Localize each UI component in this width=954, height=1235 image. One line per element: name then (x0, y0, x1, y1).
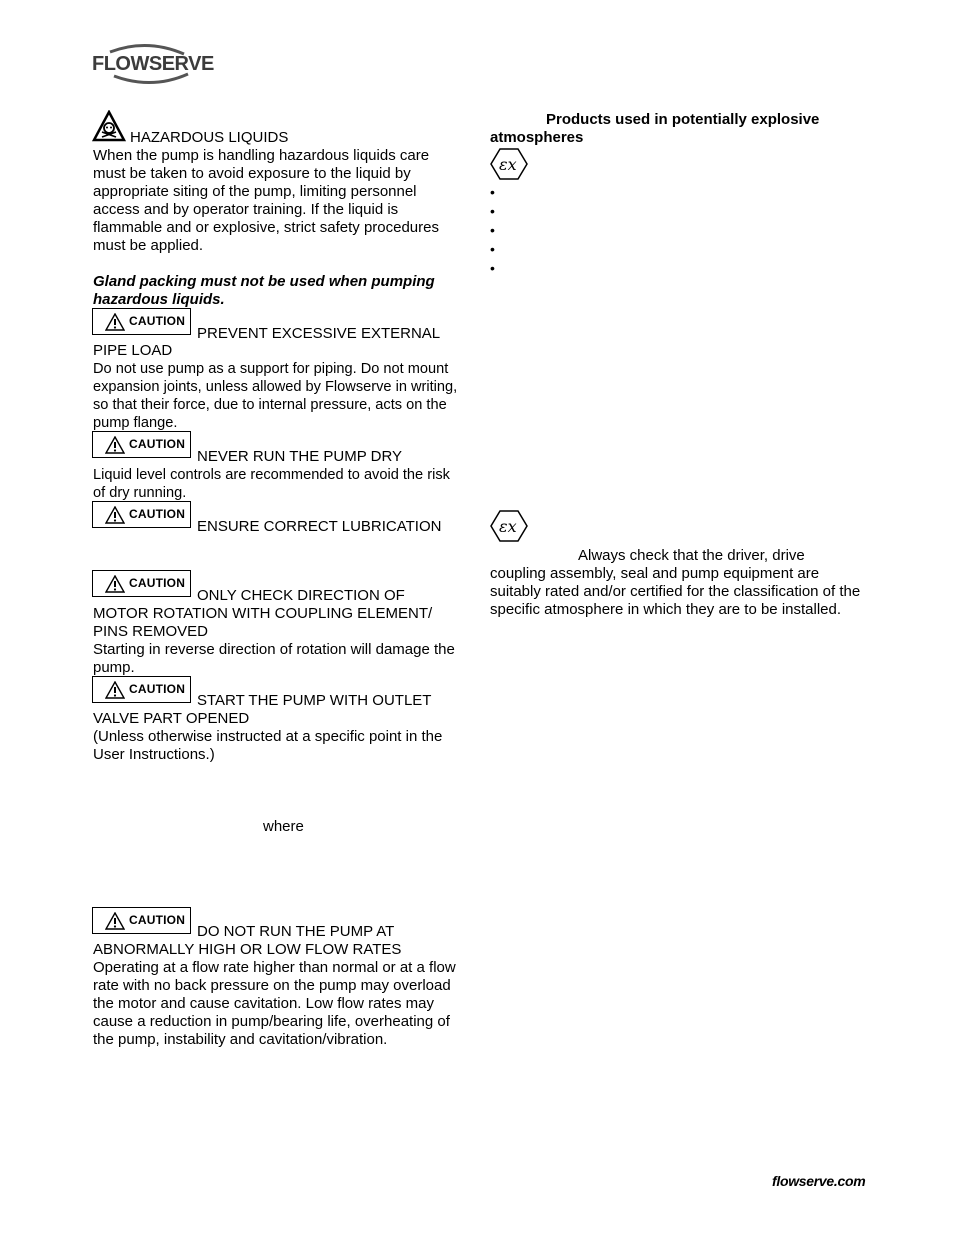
outlet-title-2: VALVE PART OPENED (93, 710, 250, 727)
caution-label: CAUTION (92, 431, 191, 458)
rotation-title-2: MOTOR ROTATION WITH COUPLING ELEMENT/ (93, 605, 433, 622)
toxic-hazard-icon (92, 110, 126, 142)
list-item: • (490, 222, 495, 238)
brand-name: FLOWSERVE (92, 53, 214, 75)
dry-run-body: Liquid level controls are recommended to avoid the risk of dry running. (93, 467, 450, 501)
flow-rates-title-1: DO NOT RUN THE PUMP AT (197, 923, 395, 940)
warning-triangle-icon (105, 313, 125, 331)
flow-rates-title-2: ABNORMALLY HIGH OR LOW FLOW RATES (93, 941, 402, 958)
explosive-heading-1: Products used in potentially explosive (546, 111, 820, 128)
pipe-load-title-1: PREVENT EXCESSIVE EXTERNAL (197, 325, 441, 342)
caution-label: CAUTION (92, 501, 191, 528)
rotation-title-3: PINS REMOVED (93, 623, 209, 640)
warning-triangle-icon (105, 912, 125, 930)
caution-label: CAUTION (92, 676, 191, 703)
caution-label: CAUTION (92, 308, 191, 335)
explosive-heading-2: atmospheres (490, 129, 584, 146)
list-item: • (490, 203, 495, 219)
ex-symbol-icon (490, 509, 528, 543)
lubrication-title: ENSURE CORRECT LUBRICATION (197, 518, 442, 535)
warning-triangle-icon (105, 575, 125, 593)
gland-packing-note: Gland packing must not be used when pumping hazardous liquids. (93, 273, 435, 308)
caution-label: CAUTION (92, 907, 191, 934)
rotation-title-1: ONLY CHECK DIRECTION OF (197, 587, 405, 604)
hazardous-liquids-body: When the pump is handling hazardous liquids care must be taken to avoid exposure to the liquid by appropriate siting of the pump, limiting personnel access and by operator training. If the liquid is flammable and or explosive, strict safety procedures must be applied. (93, 147, 439, 254)
list-item: • (490, 241, 495, 257)
list-item: • (490, 260, 495, 276)
warning-triangle-icon (105, 681, 125, 699)
flowserve-logo (92, 42, 214, 88)
pipe-load-body: Do not use pump as a support for piping. Do not mount expansion joints, unless allowed by Flowserve in writing, so that their force, due to internal pressure, acts on the pump flange. (93, 361, 458, 431)
list-item: • (490, 184, 495, 200)
svg-text:εx: εx (499, 155, 517, 174)
hazardous-liquids-title: HAZARDOUS LIQUIDS (130, 129, 289, 146)
check-rating-first-line: Always check that the driver, drive (578, 547, 805, 564)
where-text: where (263, 818, 304, 835)
svg-text:εx: εx (499, 517, 517, 536)
footer-website: flowserve.com (772, 1173, 866, 1189)
ex-symbol-icon (490, 147, 528, 181)
rotation-body: Starting in reverse direction of rotation will damage the pump. (93, 641, 455, 676)
warning-triangle-icon (105, 436, 125, 454)
warning-triangle-icon (105, 506, 125, 524)
flow-rates-body: Operating at a flow rate higher than normal or at a flow rate with no back pressure on the pump may overload the motor and cause cavitation. Low flow rates may cause a reduction in pump/bearing life, overheating of the pump, instability and cavitation/vibration. (93, 959, 456, 1048)
dry-run-title: NEVER RUN THE PUMP DRY (197, 448, 403, 465)
outlet-title-1: START THE PUMP WITH OUTLET (197, 692, 432, 709)
pipe-load-title-2: PIPE LOAD (93, 342, 173, 359)
outlet-body: (Unless otherwise instructed at a specific point in the User Instructions.) (93, 728, 443, 763)
caution-label: CAUTION (92, 570, 191, 597)
check-rating-body: coupling assembly, seal and pump equipment are suitably rated and/or certified for the classification of the specific atmosphere in which they are to be installed. (490, 565, 861, 618)
